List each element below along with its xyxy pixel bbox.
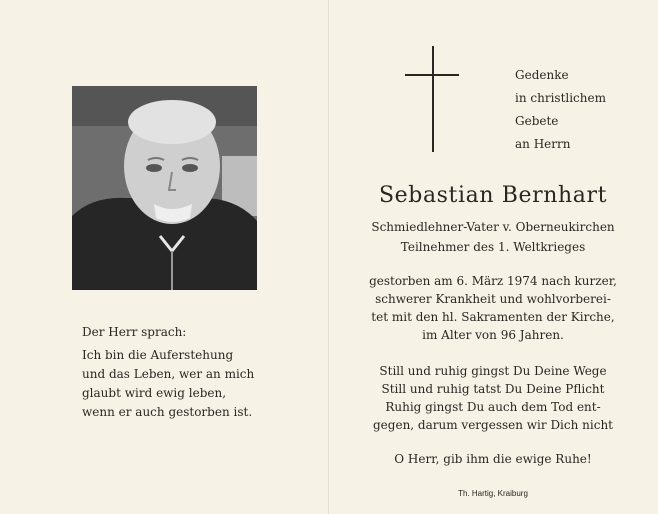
- dedication-line: an Herrn: [515, 137, 571, 151]
- portrait-photo: [72, 86, 257, 290]
- printer-credit: Th. Hartig, Kraiburg: [458, 489, 528, 498]
- dedication-line: in christlichem: [515, 91, 606, 105]
- card-fold: [328, 0, 329, 514]
- poem-line: Still und ruhig gingst Du Deine Wege: [379, 364, 607, 378]
- scripture-intro: Der Herr sprach:: [82, 325, 187, 339]
- dedication-line: Gedenke: [515, 68, 569, 82]
- scripture-line: glaubt wird ewig leben,: [82, 386, 227, 400]
- death-notice: [338, 272, 648, 344]
- deceased-name: Sebastian Bernhart: [378, 183, 608, 208]
- death-notice-line: schwerer Krankheit und wohlvorberei-: [375, 292, 611, 306]
- death-notice-line: gestorben am 6. März 1974 nach kurzer,: [369, 274, 617, 288]
- memorial-dedication: [515, 64, 606, 156]
- portrait-image: [72, 86, 257, 290]
- cross-icon: [405, 46, 459, 152]
- scripture-quote: [82, 323, 272, 422]
- scripture-line: Ich bin die Auferstehung: [82, 348, 234, 362]
- scripture-line: und das Leben, wer an mich: [82, 367, 255, 381]
- scripture-line: wenn er auch gestorben ist.: [82, 405, 253, 419]
- death-notice-line: im Alter von 96 Jahren.: [422, 328, 564, 342]
- dedication-line: Gebete: [515, 114, 559, 128]
- closing-prayer: O Herr, gib ihm die ewige Ruhe!: [394, 452, 592, 466]
- memorial-poem: [338, 362, 648, 434]
- poem-line: Ruhig gingst Du auch dem Tod ent-: [385, 400, 601, 414]
- death-notice-line: tet mit den hl. Sakramenten der Kirche,: [371, 310, 615, 324]
- deceased-subtitle: Teilnehmer des 1. Weltkrieges: [400, 240, 586, 254]
- deceased-subtitle: Schmiedlehner-Vater v. Oberneukirchen: [371, 220, 615, 234]
- poem-line: gegen, darum vergessen wir Dich nicht: [373, 418, 613, 432]
- poem-line: Still und ruhig tatst Du Deine Pflicht: [381, 382, 605, 396]
